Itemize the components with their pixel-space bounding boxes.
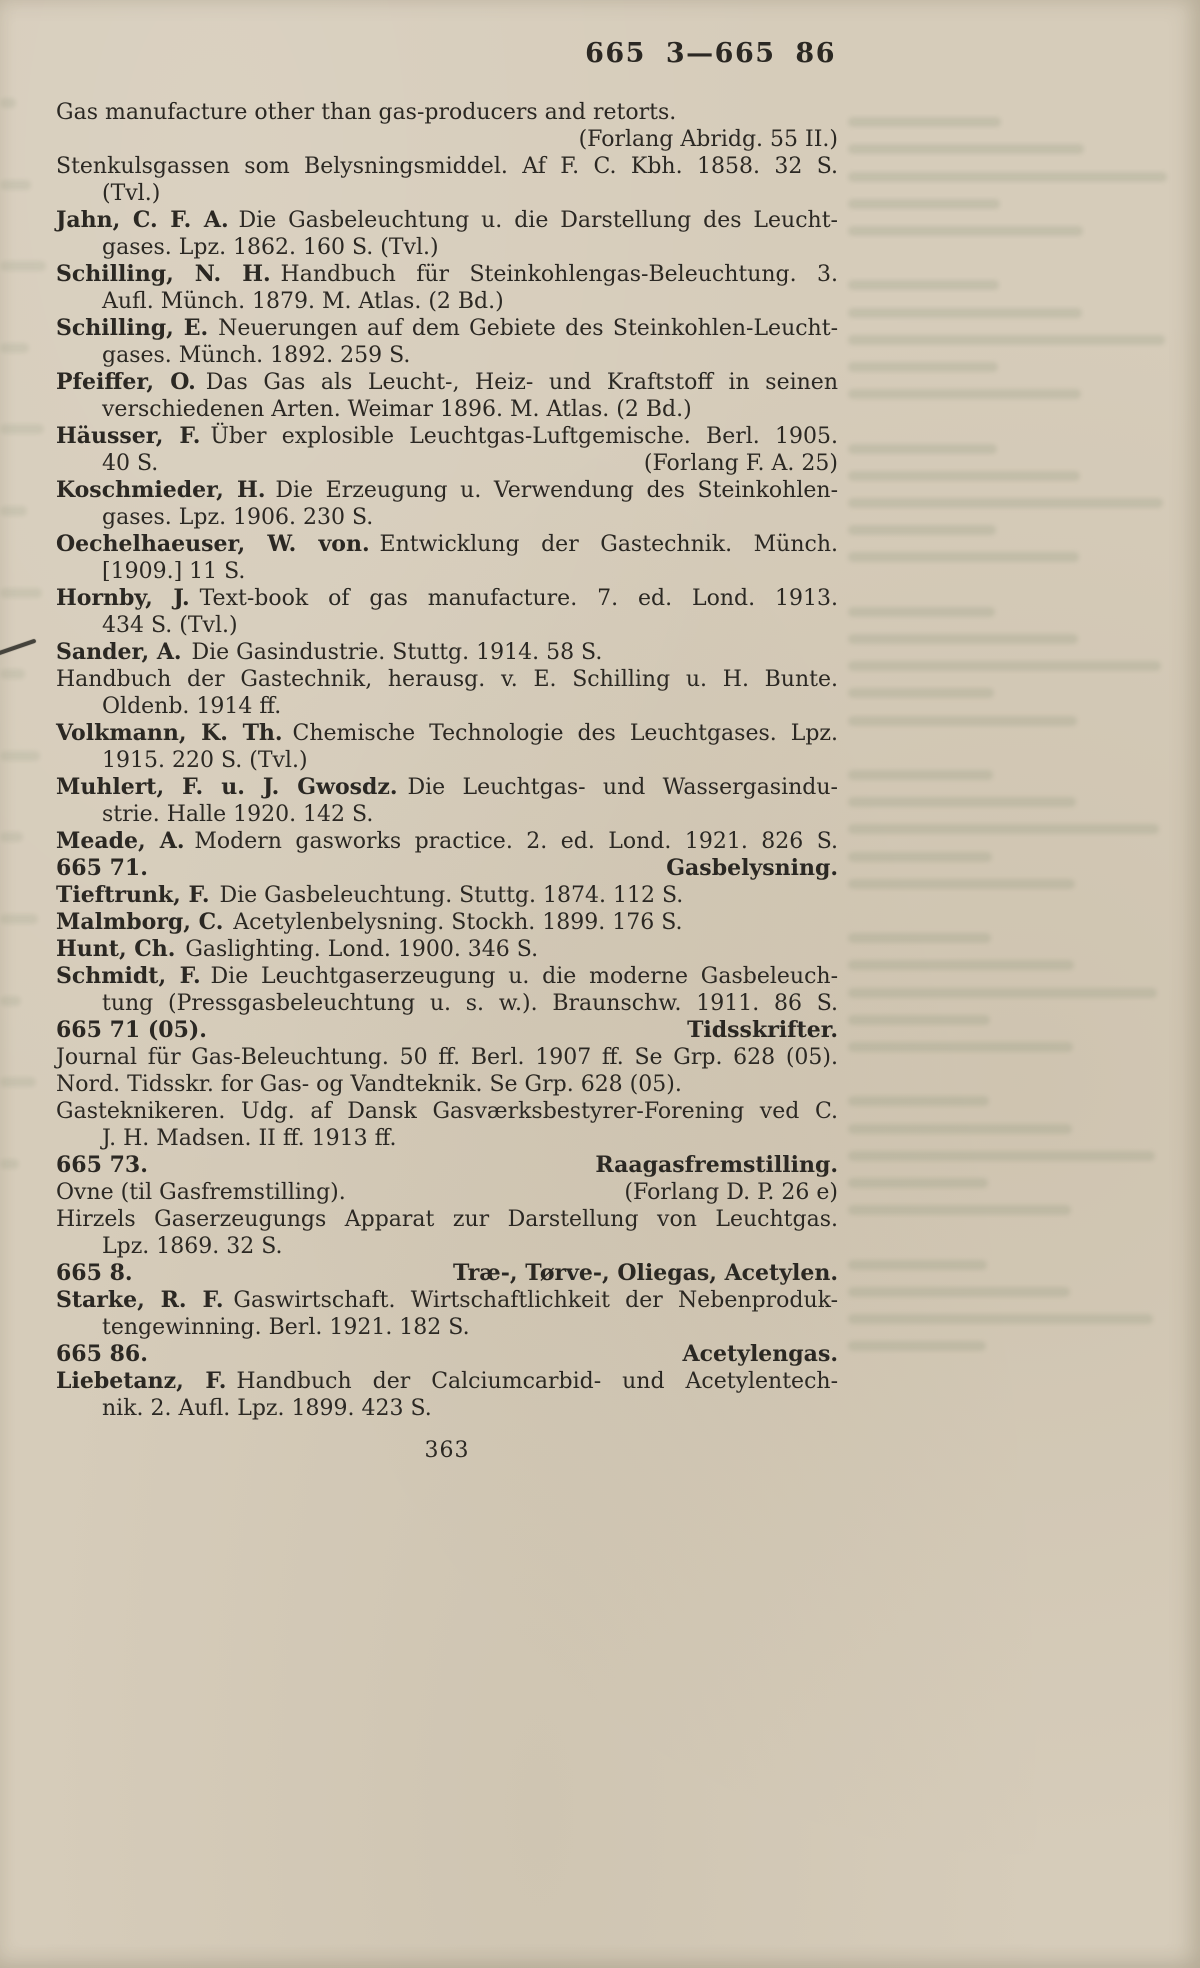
entry-text: Die Leuchtgas- und Wassergasindu- bbox=[407, 775, 838, 800]
show-through-mark bbox=[848, 444, 997, 454]
entry-line bbox=[56, 261, 838, 288]
show-through-mark bbox=[0, 506, 27, 516]
show-through-mark bbox=[848, 389, 1081, 399]
author-name: Schmidt, F. bbox=[56, 963, 201, 989]
author-name: Koschmieder, H. bbox=[56, 477, 266, 503]
entry-line bbox=[56, 882, 838, 909]
entry-line bbox=[56, 963, 838, 990]
show-through-mark bbox=[0, 996, 21, 1006]
entry-text: gases. Lpz. 1906. 230 S. bbox=[102, 505, 374, 530]
show-through-mark bbox=[0, 751, 40, 761]
entry-line bbox=[56, 801, 838, 828]
entry-line bbox=[56, 369, 838, 396]
show-through-mark bbox=[0, 98, 16, 108]
entry-line bbox=[56, 1179, 838, 1206]
author-name: Muhlert, F. u. J. Gwosdz. bbox=[56, 774, 398, 800]
entry-text: Die Gasindustrie. Stuttg. 1914. 58 S. bbox=[191, 640, 603, 665]
header-classification-range: 665 3—665 86 bbox=[585, 38, 836, 69]
entry-line bbox=[56, 828, 838, 855]
entry-line bbox=[56, 909, 838, 936]
show-through-mark bbox=[848, 960, 1074, 970]
show-through-mark bbox=[848, 661, 1161, 671]
show-through-mark bbox=[848, 172, 1167, 182]
show-through-mark bbox=[848, 797, 1076, 807]
entry-text: Gas manufacture other than gas-producers and retorts. bbox=[56, 100, 677, 125]
entry-text: Entwicklung der Gastechnik. Münch. bbox=[379, 532, 838, 557]
entry-line bbox=[56, 558, 838, 585]
entry-line bbox=[56, 990, 838, 1017]
page-number: 363 bbox=[424, 1438, 470, 1463]
entry-text: Handbuch für Steinkohlengas-Beleuchtung. 3. bbox=[280, 262, 838, 287]
section-heading bbox=[56, 1152, 838, 1179]
entry-text: tung (Pressgasbeleuchtung u. s. w.). Braunschw. 1911. 86 S. bbox=[102, 991, 838, 1016]
show-through-mark bbox=[0, 588, 42, 598]
section-number: 665 71 (05). bbox=[56, 1017, 207, 1043]
entry-text: Modern gasworks practice. 2. ed. Lond. 1921. 826 S. bbox=[194, 829, 838, 854]
show-through-mark bbox=[848, 688, 994, 698]
show-through-mark bbox=[848, 1178, 988, 1188]
section-number: 665 86. bbox=[56, 1341, 148, 1367]
entry-text: Die Leuchtgaserzeugung u. die moderne Gasbeleuch- bbox=[210, 964, 839, 989]
entry-line bbox=[56, 153, 838, 180]
entry-line bbox=[56, 504, 838, 531]
entry-text: verschiedenen Arten. Weimar 1896. M. Atlas. (2 Bd.) bbox=[102, 397, 692, 422]
section-number: 665 8. bbox=[56, 1260, 133, 1286]
show-through-mark bbox=[848, 988, 1157, 998]
section-heading bbox=[56, 1017, 838, 1044]
show-through-mark bbox=[0, 914, 38, 924]
entry-text: Text-book of gas manufacture. 7. ed. Lond. 1913. bbox=[199, 586, 838, 611]
entry-text: Gasteknikeren. Udg. af Dansk Gasværksbestyrer-Forening ved C. bbox=[56, 1099, 838, 1124]
entry-line bbox=[56, 1071, 838, 1098]
entry-line bbox=[56, 234, 838, 261]
show-through-mark bbox=[848, 852, 992, 862]
show-through-mark bbox=[848, 117, 1001, 127]
author-name: Hunt, Ch. bbox=[56, 936, 176, 962]
section-title: Gasbelysning. bbox=[666, 855, 838, 881]
show-through-mark bbox=[848, 1015, 990, 1025]
entry-line bbox=[56, 639, 838, 666]
entry-text: Aufl. Münch. 1879. M. Atlas. (2 Bd.) bbox=[102, 289, 504, 314]
entry-line bbox=[56, 423, 838, 450]
entry-text: strie. Halle 1920. 142 S. bbox=[102, 802, 374, 827]
show-through-mark bbox=[848, 1151, 1155, 1161]
section-number: 665 73. bbox=[56, 1152, 148, 1178]
author-name: Volkmann, K. Th. bbox=[56, 720, 283, 746]
entry-text: Gaslighting. Lond. 1900. 346 S. bbox=[185, 937, 539, 962]
author-name: Liebetanz, F. bbox=[56, 1368, 227, 1394]
entry-text: Neuerungen auf dem Gebiete des Steinkohlen-Leucht- bbox=[218, 316, 839, 341]
show-through-mark bbox=[848, 933, 991, 943]
entry-line bbox=[56, 1314, 838, 1341]
author-name: Meade, A. bbox=[56, 828, 185, 854]
entry-line bbox=[56, 774, 838, 801]
entry-text: Lpz. 1869. 32 S. bbox=[102, 1234, 283, 1259]
show-through-mark bbox=[848, 362, 998, 372]
entry-line bbox=[56, 585, 838, 612]
author-name: Häusser, F. bbox=[56, 423, 201, 449]
entry-text: J. H. Madsen. II ff. 1913 ff. bbox=[102, 1126, 397, 1151]
entry-line bbox=[56, 1098, 838, 1125]
entry-text: 40 S. bbox=[102, 451, 159, 476]
entry-text: Journal für Gas-Beleuchtung. 50 ff. Berl. 1907 ff. Se Grp. 628 (05). bbox=[56, 1045, 838, 1070]
entry-text: gases. Münch. 1892. 259 S. bbox=[102, 343, 411, 368]
show-through-mark bbox=[848, 335, 1165, 345]
entry-text: Gaswirtschaft. Wirtschaftlichkeit der Nebenproduk- bbox=[233, 1288, 839, 1313]
author-name: Sander, A. bbox=[56, 639, 182, 665]
show-through-mark bbox=[848, 1205, 1071, 1215]
show-through-mark bbox=[848, 144, 1084, 154]
entry-line bbox=[56, 1206, 838, 1233]
show-through-mark bbox=[848, 552, 1079, 562]
show-through-mark bbox=[848, 1287, 1070, 1297]
entry-line bbox=[56, 1395, 838, 1422]
section-title: Raagasfremstilling. bbox=[595, 1152, 838, 1178]
show-through-mark bbox=[0, 261, 46, 271]
section-heading bbox=[56, 855, 838, 882]
section-heading bbox=[56, 1260, 838, 1287]
entry-text: 1915. 220 S. (Tvl.) bbox=[102, 748, 308, 773]
entry-text: Ovne (til Gasfremstilling). bbox=[56, 1180, 346, 1205]
author-name: Starke, R. F. bbox=[56, 1287, 224, 1313]
entry-line bbox=[56, 1125, 838, 1152]
entry-text: Die Erzeugung u. Verwendung des Steinkohlen- bbox=[275, 478, 839, 503]
entry-text: [1909.] 11 S. bbox=[102, 559, 246, 584]
entry-line bbox=[56, 99, 838, 126]
entry-text: Die Gasbeleuchtung u. die Darstellung des Leucht- bbox=[238, 208, 838, 233]
author-name: Tieftrunk, F. bbox=[56, 882, 210, 908]
entry-line bbox=[56, 612, 838, 639]
entry-line bbox=[56, 693, 838, 720]
section-title: Acetylengas. bbox=[682, 1341, 838, 1367]
show-through-mark bbox=[848, 525, 996, 535]
entry-text: Handbuch der Gastechnik, herausg. v. E. Schilling u. H. Bunte. bbox=[56, 667, 838, 692]
section-heading bbox=[56, 1341, 838, 1368]
entry-line bbox=[56, 1368, 838, 1395]
author-name: Schilling, N. H. bbox=[56, 261, 271, 287]
show-through-mark bbox=[848, 1124, 1072, 1134]
entry-line bbox=[56, 1233, 838, 1260]
show-through-mark bbox=[848, 199, 1000, 209]
forlang-reference: (Forlang F. A. 25) bbox=[643, 451, 838, 476]
author-name: Malmborg, C. bbox=[56, 909, 224, 935]
forlang-reference: (Forlang Abridg. 55 II.) bbox=[578, 127, 838, 152]
show-through-mark bbox=[848, 607, 995, 617]
show-through-mark bbox=[848, 1260, 987, 1270]
entry-line bbox=[56, 666, 838, 693]
entry-line bbox=[56, 288, 838, 315]
author-name: Jahn, C. F. A. bbox=[56, 207, 229, 233]
entry-text: 434 S. (Tvl.) bbox=[102, 613, 238, 638]
section-number: 665 71. bbox=[56, 855, 148, 881]
entry-text: Acetylenbelysning. Stockh. 1899. 176 S. bbox=[233, 910, 683, 935]
entry-line bbox=[56, 315, 838, 342]
show-through-mark bbox=[848, 879, 1075, 889]
entry-text: Über explosible Leuchtgas-Luftgemische. Berl. 1905. bbox=[210, 424, 838, 449]
section-title: Træ-, Tørve-, Oliegas, Acetylen. bbox=[452, 1260, 838, 1286]
entry-line bbox=[56, 477, 838, 504]
show-through-mark bbox=[0, 1077, 36, 1087]
entry-line bbox=[56, 936, 838, 963]
entry-line bbox=[56, 180, 838, 207]
show-through-mark bbox=[0, 343, 29, 353]
author-name: Schilling, E. bbox=[56, 315, 209, 341]
show-through-mark bbox=[0, 669, 25, 679]
show-through-mark bbox=[848, 1341, 986, 1351]
entry-line bbox=[56, 396, 838, 423]
entry-line bbox=[56, 747, 838, 774]
entry-line bbox=[56, 720, 838, 747]
pencil-margin-mark bbox=[0, 639, 36, 658]
entry-line bbox=[56, 450, 838, 477]
entry-line bbox=[56, 1287, 838, 1314]
entry-text: Das Gas als Leucht-, Heiz- und Kraftstoff in seinen bbox=[205, 370, 838, 395]
show-through-mark bbox=[848, 280, 999, 290]
entry-text: gases. Lpz. 1862. 160 S. (Tvl.) bbox=[102, 235, 439, 260]
author-name: Hornby, J. bbox=[56, 585, 190, 611]
show-through-mark bbox=[848, 498, 1163, 508]
show-through-mark bbox=[848, 308, 1082, 318]
entry-line bbox=[56, 342, 838, 369]
show-through-mark bbox=[848, 1042, 1073, 1052]
show-through-mark bbox=[848, 634, 1078, 644]
forlang-reference: (Forlang D. P. 26 e) bbox=[624, 1180, 838, 1205]
show-through-mark bbox=[848, 226, 1083, 236]
entry-text: nik. 2. Aufl. Lpz. 1899. 423 S. bbox=[102, 1396, 432, 1421]
entry-text: Chemische Technologie des Leuchtgases. Lpz. bbox=[292, 721, 838, 746]
entry-text: Handbuch der Calciumcarbid- und Acetylentech- bbox=[236, 1369, 839, 1394]
show-through-mark bbox=[0, 1159, 19, 1169]
show-through-mark bbox=[848, 1096, 989, 1106]
show-through-mark bbox=[848, 716, 1077, 726]
entry-text: Die Gasbeleuchtung. Stuttg. 1874. 112 S. bbox=[219, 883, 684, 908]
entry-line bbox=[56, 531, 838, 558]
entry-line bbox=[56, 1044, 838, 1071]
show-through-mark bbox=[0, 832, 23, 842]
entry-text: Stenkulsgassen som Belysningsmiddel. Af F. C. Kbh. 1858. 32 S. bbox=[56, 154, 838, 179]
entry-line bbox=[56, 126, 838, 153]
entry-text: tengewinning. Berl. 1921. 182 S. bbox=[102, 1315, 470, 1340]
bibliography-entries bbox=[56, 99, 838, 1422]
show-through-mark bbox=[848, 770, 993, 780]
show-through-mark bbox=[0, 180, 31, 190]
entry-line bbox=[56, 207, 838, 234]
entry-text: Oldenb. 1914 ff. bbox=[102, 694, 282, 719]
entry-text: (Tvl.) bbox=[102, 181, 161, 206]
entry-text: Hirzels Gaserzeugungs Apparat zur Darstellung von Leuchtgas. bbox=[56, 1207, 838, 1232]
show-through-mark bbox=[848, 824, 1159, 834]
author-name: Oechelhaeuser, W. von. bbox=[56, 531, 370, 557]
show-through-mark bbox=[848, 471, 1080, 481]
author-name: Pfeiffer, O. bbox=[56, 369, 196, 395]
entry-text: Nord. Tidsskr. for Gas- og Vandteknik. Se Grp. 628 (05). bbox=[56, 1072, 682, 1097]
show-through-mark bbox=[848, 1314, 1153, 1324]
section-title: Tidsskrifter. bbox=[687, 1017, 838, 1043]
show-through-mark bbox=[0, 424, 44, 434]
